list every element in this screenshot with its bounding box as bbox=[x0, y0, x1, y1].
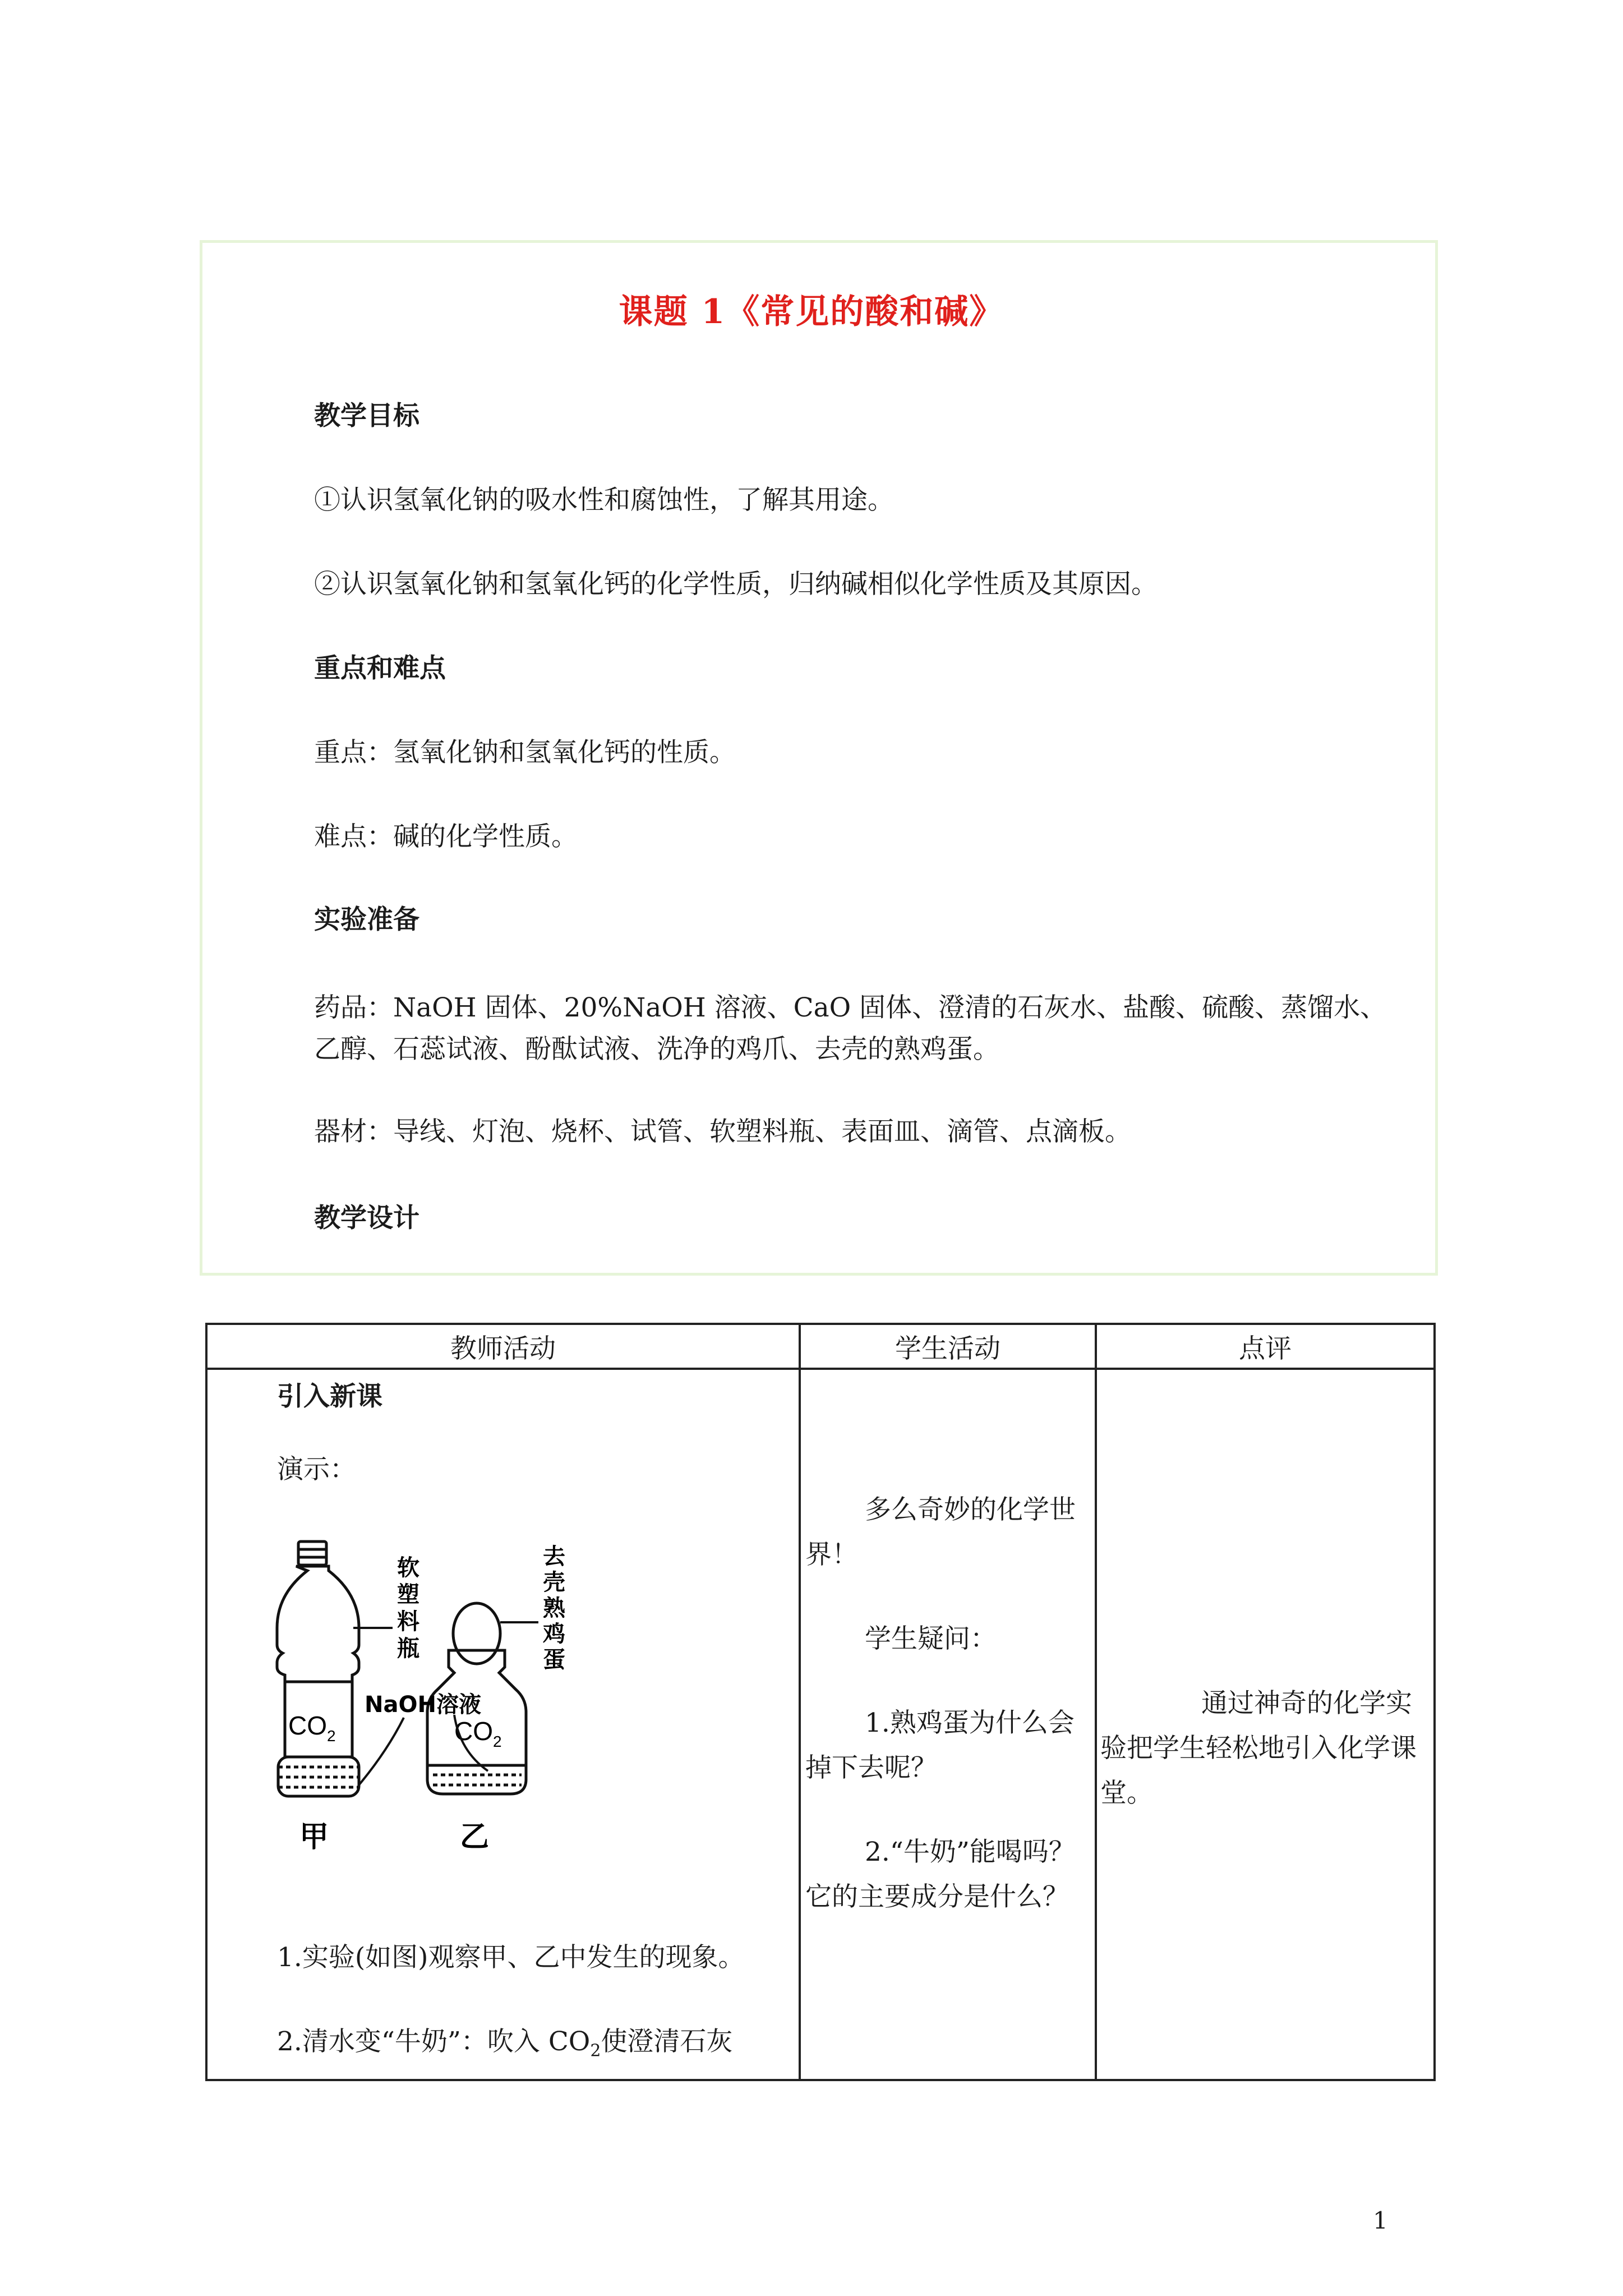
key-heading: 重点和难点 bbox=[314, 653, 446, 684]
student-p2: 学生疑问： bbox=[865, 1623, 997, 1654]
co2-text-b: $CO_2$ bbox=[454, 1717, 502, 1750]
student-p4: 2.“牛奶”能喝吗？它的主要成分是什么？ bbox=[805, 1837, 1075, 1912]
lesson-table bbox=[205, 1323, 1436, 2081]
key-point: 重点：氢氧化钠和氢氧化钙的性质。 bbox=[314, 737, 736, 768]
svg-text:塑: 塑 bbox=[397, 1582, 419, 1608]
student-p3: 1.熟鸡蛋为什么会掉下去呢？ bbox=[805, 1708, 1075, 1783]
reagents-text: 药品：NaOH 固体、20%NaOH 溶液、CaO 固体、澄清的石灰水、盐酸、硫酸、蒸馏水、乙醇、石蕊试液、酚酞试液、洗净的鸡爪、去壳的熟鸡蛋。 bbox=[314, 992, 1387, 1065]
header-student: 学生活动 bbox=[800, 1324, 1096, 1369]
svg-text:鸡: 鸡 bbox=[543, 1621, 565, 1647]
goals-heading: 教学目标 bbox=[314, 401, 419, 431]
naoh-label: NaOH溶液 bbox=[365, 1692, 481, 1718]
goal-1: ①认识氢氧化钠的吸水性和腐蚀性，了解其用途。 bbox=[314, 485, 894, 516]
page-number: 1 bbox=[1373, 2207, 1388, 2234]
svg-text:去: 去 bbox=[543, 1544, 565, 1570]
teacher-cell bbox=[206, 1369, 800, 2080]
step-2: 2.清水变“牛奶”：吹入 $CO_2$使澄清石灰 bbox=[277, 2026, 733, 2061]
egg-label bbox=[543, 1544, 566, 1673]
difficulty: 难点：碱的化学性质。 bbox=[314, 821, 578, 852]
comment-text: 通过神奇的化学实验把学生轻松地引入化学课堂。 bbox=[1100, 1688, 1417, 1809]
experiment-figure bbox=[275, 1538, 589, 1864]
svg-text:壳: 壳 bbox=[543, 1570, 565, 1595]
goal-2: ②认识氢氧化钠和氢氧化钙的化学性质，归纳碱相似化学性质及其原因。 bbox=[314, 569, 1158, 600]
svg-text:熟: 熟 bbox=[543, 1595, 565, 1621]
page-title: 课题 1《常见的酸和碱》 bbox=[619, 292, 1004, 332]
bottle-label bbox=[397, 1555, 419, 1662]
design-heading: 教学设计 bbox=[314, 1203, 419, 1234]
table-header-row bbox=[206, 1324, 1435, 1369]
svg-text:软: 软 bbox=[397, 1555, 419, 1581]
student-p1: 多么奇妙的化学世界！ bbox=[805, 1494, 1076, 1570]
plastic-bottle-icon bbox=[277, 1542, 359, 1796]
equipment-text: 器材：导线、灯泡、烧杯、试管、软塑料瓶、表面皿、滴管、点滴板。 bbox=[314, 1116, 1131, 1147]
student-cell bbox=[800, 1369, 1096, 2080]
step-1: 1.实验(如图)观察甲、乙中发生的现象。 bbox=[277, 1942, 745, 1973]
table-row bbox=[206, 1369, 1435, 2080]
header-teacher: 教师活动 bbox=[206, 1324, 800, 1369]
naoh-pointer-a bbox=[359, 1718, 404, 1785]
label-yi: 乙 bbox=[460, 1820, 490, 1854]
svg-text:瓶: 瓶 bbox=[397, 1636, 419, 1662]
svg-text:料: 料 bbox=[397, 1609, 419, 1635]
prep-heading: 实验准备 bbox=[314, 904, 419, 935]
header-comment: 点评 bbox=[1096, 1324, 1435, 1369]
svg-text:蛋: 蛋 bbox=[543, 1647, 565, 1673]
demo-label: 演示： bbox=[277, 1454, 356, 1485]
comment-cell bbox=[1096, 1369, 1435, 2080]
label-jia: 甲 bbox=[299, 1820, 329, 1854]
co2-text-a: $CO_2$ bbox=[288, 1711, 336, 1745]
intro-heading: 引入新课 bbox=[277, 1381, 382, 1412]
